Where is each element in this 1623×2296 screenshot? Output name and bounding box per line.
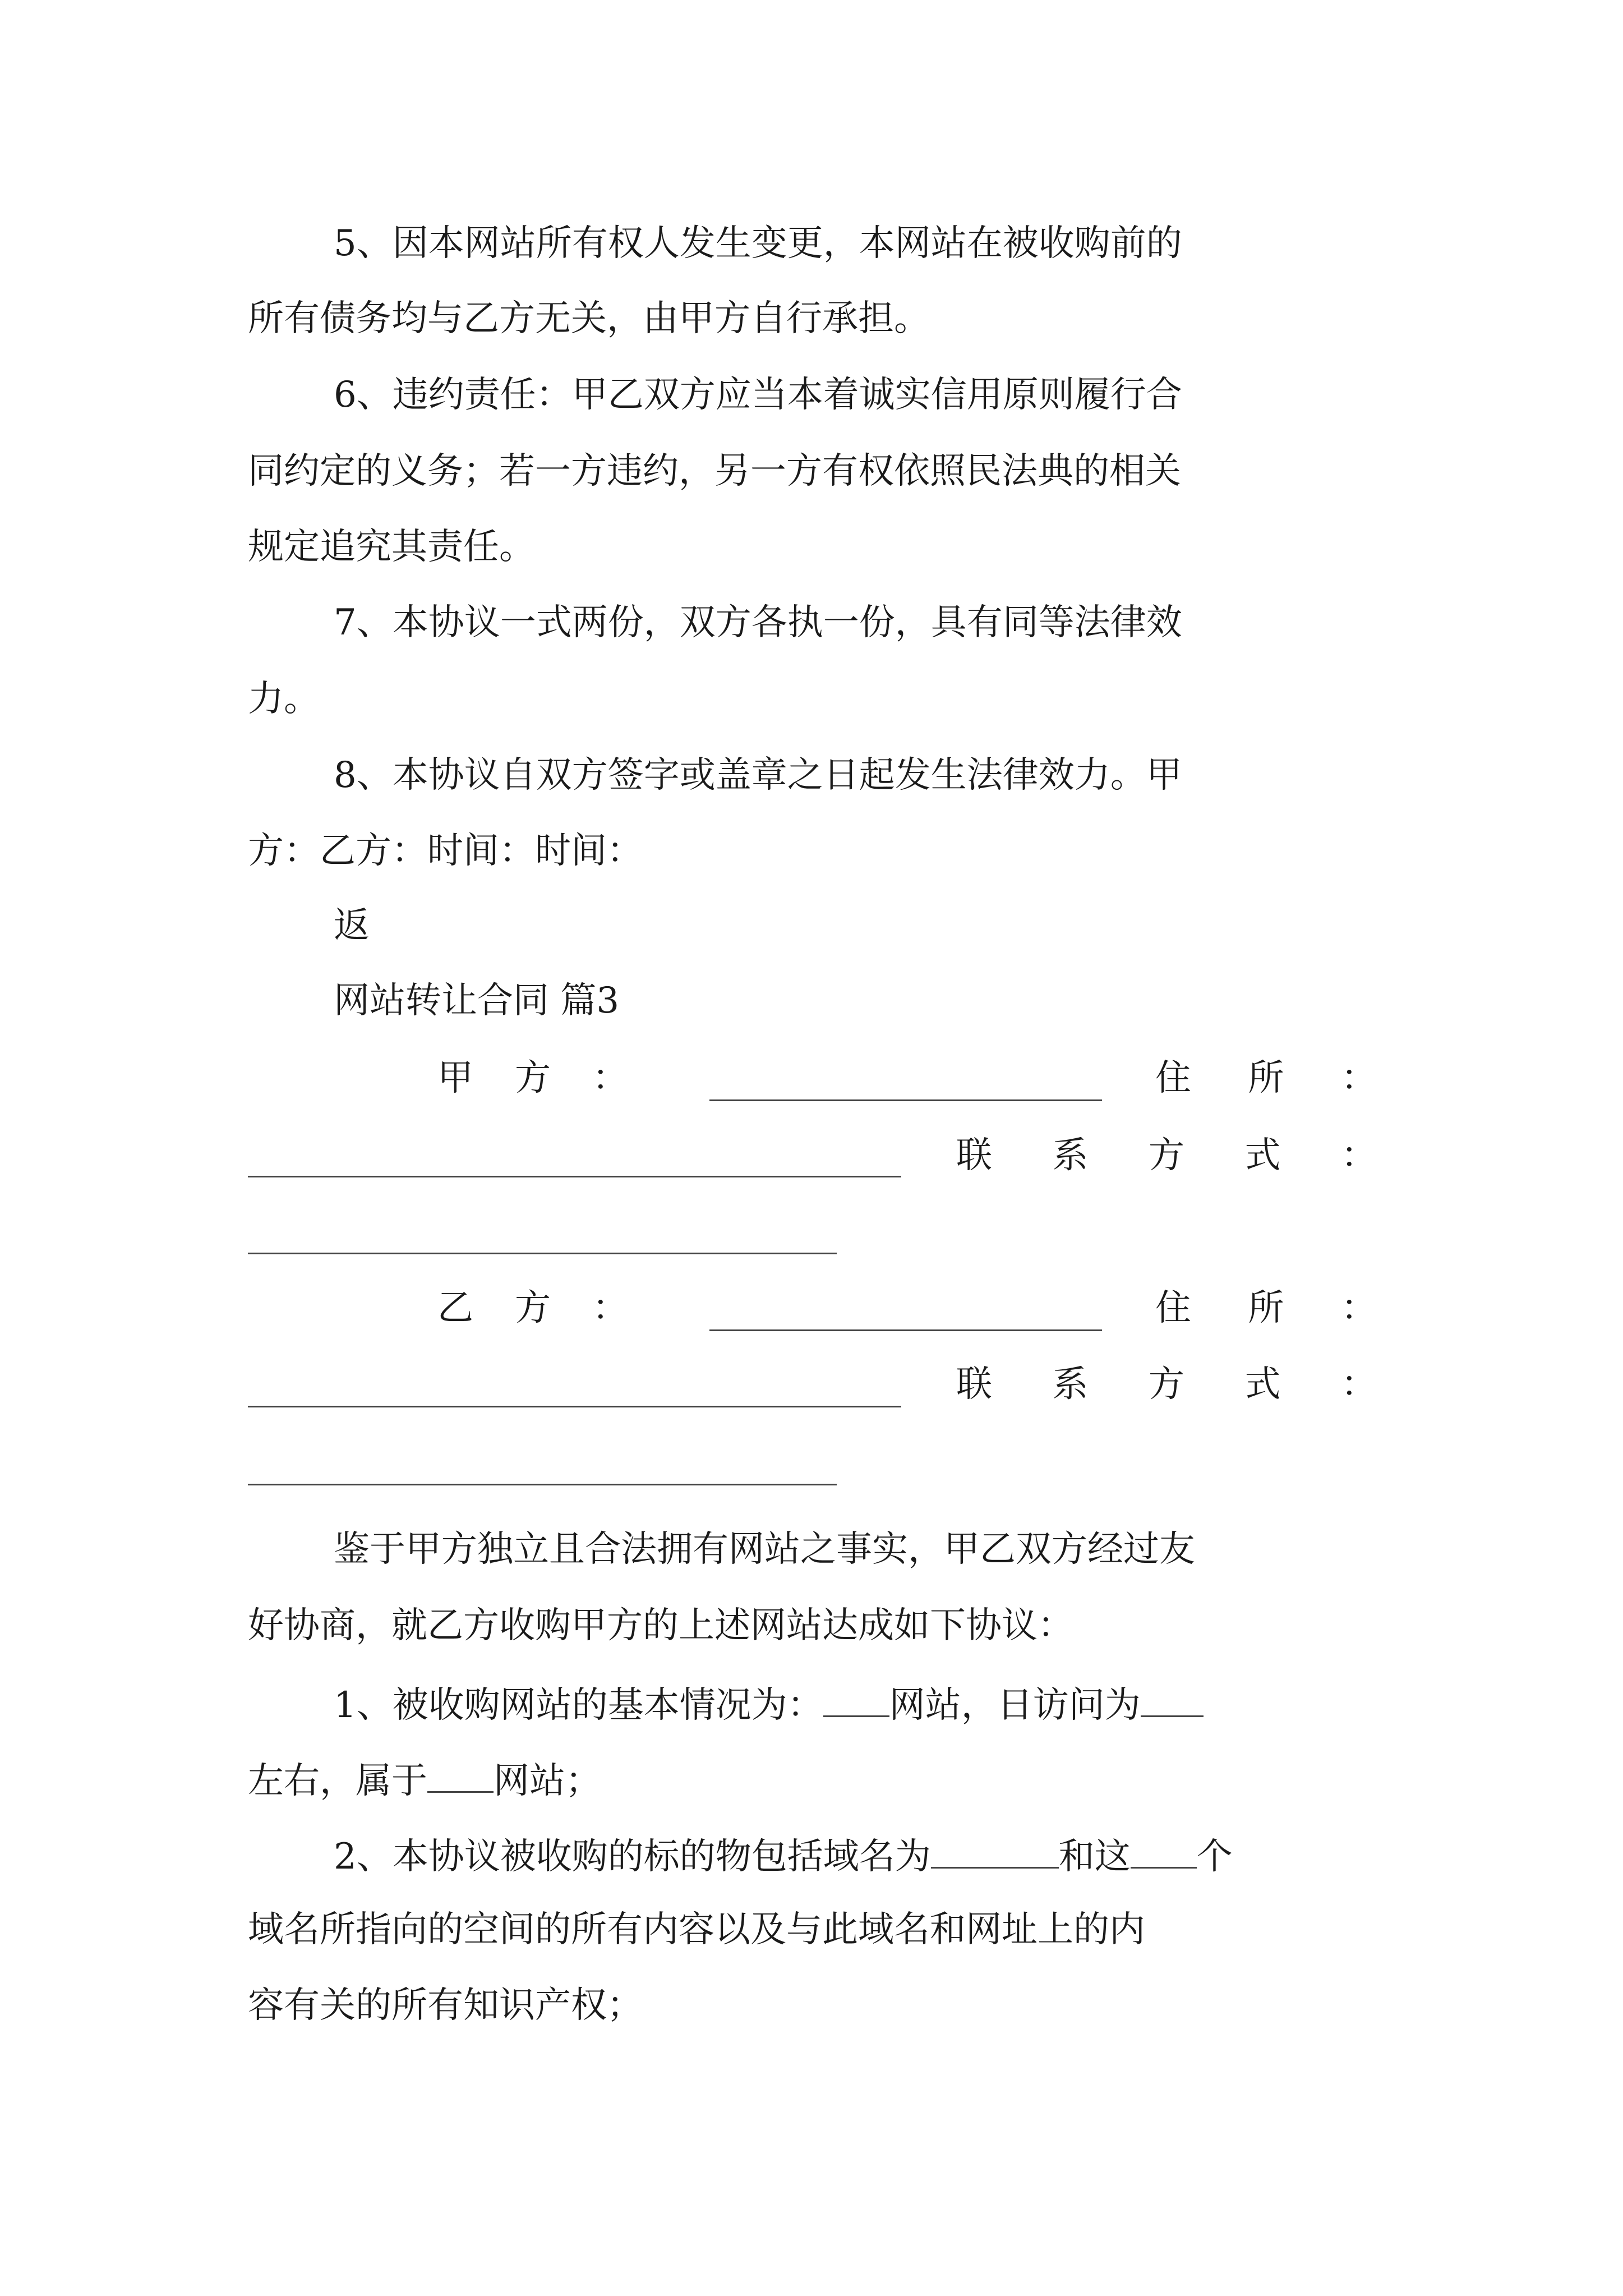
party-b-address-blank[interactable]	[248, 1406, 901, 1407]
clause-8-line-2: 方：乙方：时间：时间：	[248, 830, 643, 872]
party-a-address-char: 住	[1155, 1057, 1191, 1099]
party-a-contact-label	[956, 1135, 1377, 1176]
party-b-address-char: 住	[1155, 1287, 1191, 1329]
party-a-label	[437, 1057, 628, 1099]
party-a-contact-char: 联	[956, 1135, 992, 1176]
clause-7-line-1: 7、本协议一式两份，双方各执一份，具有同等法律效	[334, 602, 1182, 643]
party-b-label-char: 乙	[437, 1287, 473, 1329]
clause-1-line-1	[334, 1684, 1204, 1726]
party-b-label-char: ：	[592, 1287, 628, 1329]
website-type-blank[interactable]	[427, 1760, 494, 1793]
clause-6-line-2: 同约定的义务；若一方违约，另一方有权依照民法典的相关	[248, 450, 1181, 492]
domain-count-blank[interactable]	[1131, 1835, 1197, 1869]
clause-2-line-1	[334, 1835, 1233, 1878]
clause-2-line-3: 容有关的所有知识产权；	[248, 1985, 643, 2026]
clause-2-text-a: 2、本协议被收购的标的物包括域名为	[334, 1836, 931, 1878]
party-b-address-label	[1155, 1287, 1377, 1329]
clause-6-line-1: 6、违约责任：甲乙双方应当本着诚实信用原则履行合	[334, 374, 1182, 416]
party-b-label-char: 方	[515, 1287, 551, 1329]
party-a-address-char: ：	[1341, 1057, 1377, 1099]
party-a-label-char: 甲	[437, 1057, 473, 1099]
party-b-contact-char: 方	[1149, 1364, 1184, 1405]
clause-5-line-1: 5、因本网站所有权人发生变更，本网站在被收购前的	[334, 223, 1182, 264]
party-b-contact-char: ：	[1341, 1364, 1377, 1405]
clause-5-line-2: 所有债务均与乙方无关，由甲方自行承担。	[248, 298, 930, 339]
party-a-address-label	[1155, 1057, 1377, 1099]
clause-2-line-2: 域名所指向的空间的所有内容以及与此域名和网址上的内	[248, 1909, 1145, 1950]
party-b-contact-label	[956, 1364, 1377, 1405]
party-a-address-char: 所	[1248, 1057, 1284, 1099]
preamble-line-1: 鉴于甲方独立且合法拥有网站之事实，甲乙双方经过友	[334, 1529, 1195, 1570]
return-link[interactable]: 返	[334, 905, 370, 946]
party-a-contact-char: 式	[1244, 1135, 1281, 1176]
website-name-blank[interactable]	[823, 1684, 889, 1717]
clause-2-text-c: 个	[1196, 1836, 1233, 1878]
party-a-contact-char: ：	[1341, 1135, 1377, 1176]
party-b-label	[437, 1287, 628, 1329]
clause-7-line-2: 力。	[248, 678, 320, 720]
clause-6-line-3: 规定追究其责任。	[248, 526, 535, 568]
domain-name-blank[interactable]	[931, 1835, 1059, 1869]
party-b-contact-blank[interactable]	[248, 1484, 837, 1485]
party-b-name-blank[interactable]	[709, 1329, 1102, 1331]
party-a-address-blank[interactable]	[248, 1176, 901, 1177]
party-a-contact-char: 方	[1149, 1135, 1184, 1176]
clause-2-text-b: 和这	[1058, 1836, 1131, 1878]
party-b-contact-char: 式	[1244, 1364, 1281, 1405]
party-b-address-char: 所	[1248, 1287, 1284, 1329]
party-a-label-char: 方	[515, 1057, 551, 1099]
section-title: 网站转让合同 篇3	[334, 980, 620, 1022]
clause-1-text-b: 网站，日访问为	[889, 1685, 1141, 1726]
party-a-label-char: ：	[592, 1057, 628, 1099]
clause-1-text-c: 左右，属于	[248, 1760, 427, 1802]
preamble-line-2: 好协商，就乙方收购甲方的上述网站达成如下协议：	[248, 1605, 1073, 1646]
clause-1-text-d: 网站；	[494, 1760, 601, 1802]
clause-1-text-a: 1、被收购网站的基本情况为：	[334, 1685, 823, 1726]
party-b-contact-char: 系	[1052, 1364, 1089, 1405]
party-b-address-char: ：	[1341, 1287, 1377, 1329]
daily-visits-blank[interactable]	[1141, 1684, 1204, 1717]
party-a-contact-blank[interactable]	[248, 1253, 837, 1254]
party-a-name-blank[interactable]	[709, 1099, 1102, 1101]
clause-8-line-1: 8、本协议自双方签字或盖章之日起发生法律效力。甲	[334, 754, 1182, 796]
party-b-contact-char: 联	[956, 1364, 992, 1405]
party-a-contact-char: 系	[1052, 1135, 1089, 1176]
clause-1-line-2	[248, 1760, 601, 1802]
